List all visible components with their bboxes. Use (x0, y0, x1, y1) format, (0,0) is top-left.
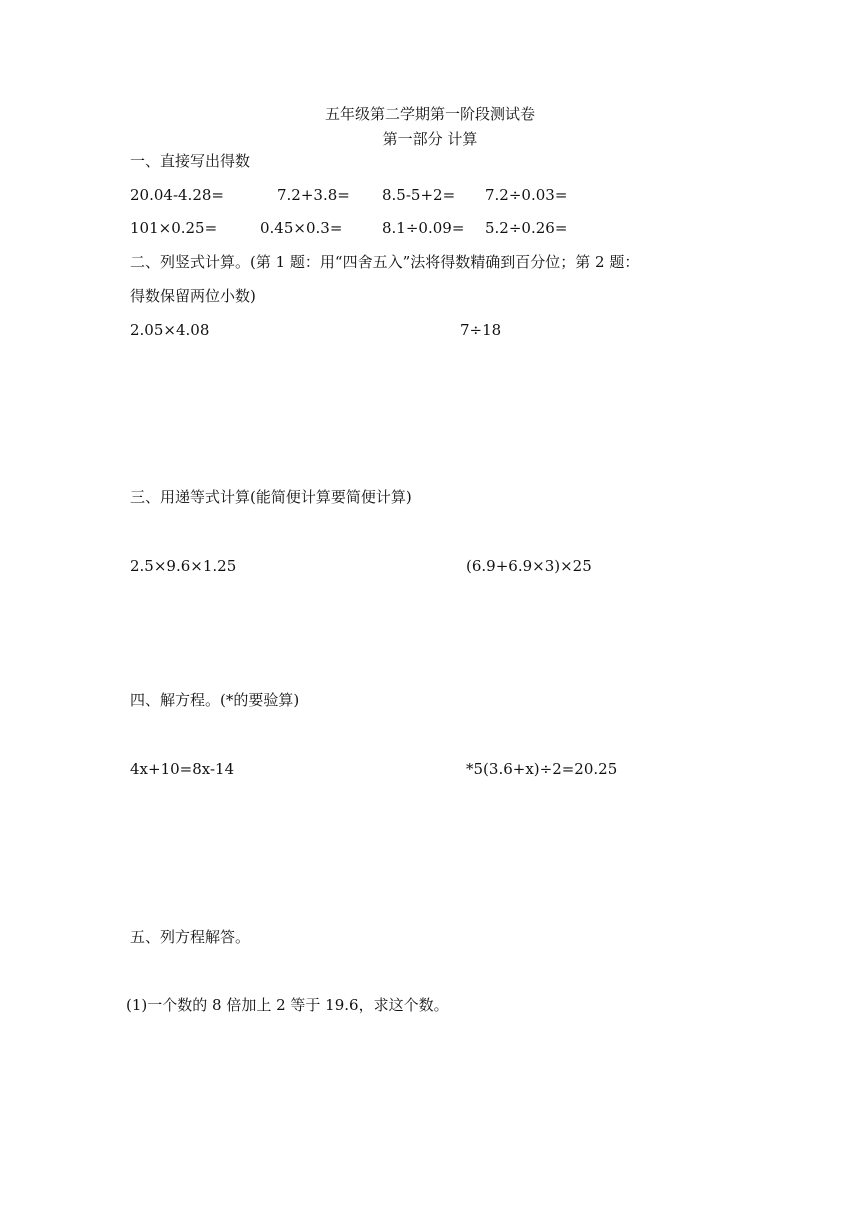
section2-heading-line2: 得数保留两位小数) (130, 287, 256, 305)
s1-row1-item4: 7.2÷0.03= (485, 186, 568, 204)
s1-row2-item1: 101×0.25= (130, 219, 218, 237)
s1-row1-item2: 7.2+3.8= (277, 186, 350, 204)
s3-problem2: (6.9+6.9×3)×25 (466, 557, 592, 575)
page-subtitle: 第一部分 计算 (382, 130, 478, 148)
section3-heading: 三、用递等式计算(能简便计算要简便计算) (130, 488, 412, 506)
s4-problem1: 4x+10=8x-14 (130, 760, 235, 778)
s4-problem2: *5(3.6+x)÷2=20.25 (466, 760, 618, 778)
s1-row2-item3: 8.1÷0.09= (382, 219, 465, 237)
section1-heading: 一、直接写出得数 (130, 152, 251, 170)
section4-heading: 四、解方程。(*的要验算) (130, 691, 300, 709)
s1-row2-item4: 5.2÷0.26= (485, 219, 568, 237)
section2-heading-line1: 二、列竖式计算。(第 1 题：用“四舍五入”法将得数精确到百分位；第 2 题： (130, 253, 640, 271)
s1-row1-item1: 20.04-4.28= (130, 186, 224, 204)
s3-problem1: 2.5×9.6×1.25 (130, 557, 237, 575)
s1-row1-item3: 8.5-5+2= (382, 186, 456, 204)
s1-row2-item2: 0.45×0.3= (260, 219, 343, 237)
s2-problem2: 7÷18 (460, 321, 502, 339)
s5-question1: (1)一个数的 8 倍加上 2 等于 19.6，求这个数。 (126, 996, 449, 1014)
page-title: 五年级第二学期第一阶段测试卷 (324, 105, 535, 123)
s2-problem1: 2.05×4.08 (130, 321, 210, 339)
section5-heading: 五、列方程解答。 (130, 928, 251, 946)
